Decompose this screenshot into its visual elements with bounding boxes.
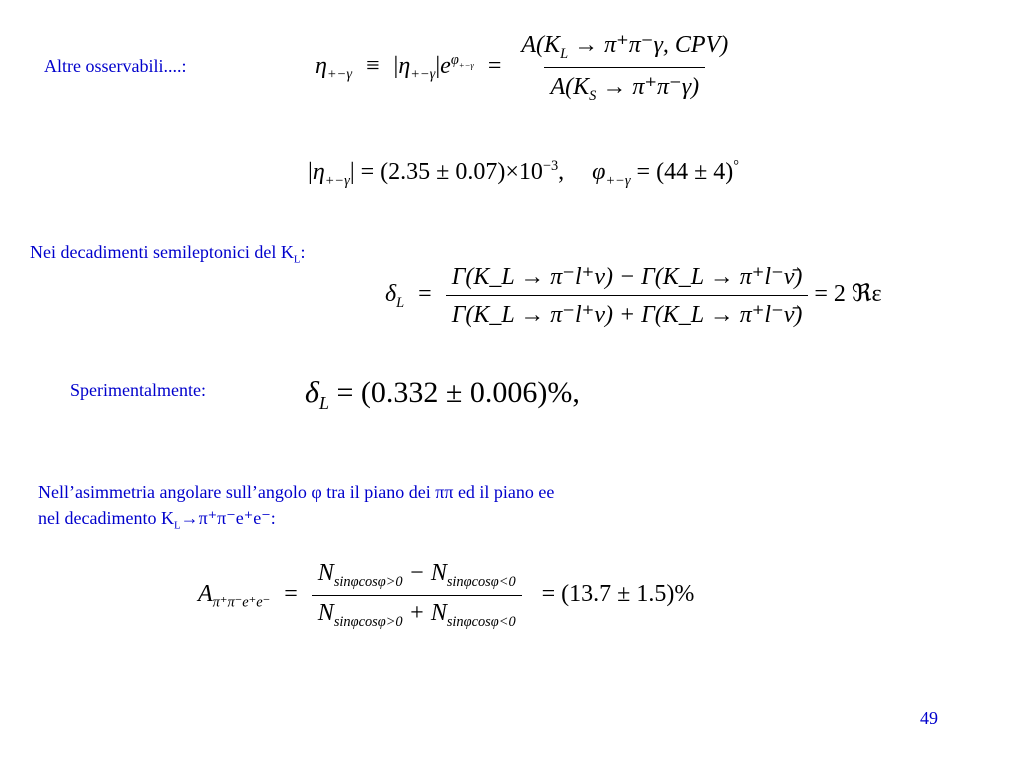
asym-den-n1: N (317, 599, 334, 626)
eta-abs-subscript: +−γ (410, 66, 436, 83)
phi-superscript: φ (450, 51, 459, 68)
delta-denominator: Γ(K_L → π⁻l⁺ν) + Γ(K_L → π⁺l⁻ν̄) (446, 295, 809, 329)
delta-exp-subscript: L (318, 393, 329, 413)
label-altre-osservabili (44, 56, 186, 77)
asym-num-sub1: sinφcosφ>0 (333, 573, 403, 590)
asym-ratio (312, 560, 522, 631)
equation-asymmetry: $A_{\pi^+\pi^-e^+e^-}$ = $\frac{N_{sin\varphi cos\varphi>0} - N_{sin\varphi cos\varphi<0}}{N_{sin\varphi cos\varphi>0} + N_{sin\varphi cos\varphi<0}}$ = (13.7 ± 1.5)% (198, 560, 695, 630)
eta-val-symbol: η (312, 159, 325, 185)
delta-exp-value: = (0.332 ± 0.006)%, (336, 376, 580, 409)
asym-num-n1: N (317, 560, 334, 586)
eta-val-subscript: +−γ (324, 172, 350, 189)
den-ks-sub: S (589, 87, 597, 104)
label-nei-sub: L (293, 253, 301, 266)
label-asym-prefix: nel decadimento K (38, 508, 174, 528)
label-asym-line1: Nell’asimmetria angolare sull’angolo φ tra il piano dei ππ ed il piano ee (38, 482, 555, 502)
eta-subscript: +−γ (326, 66, 352, 83)
amplitude-numerator (515, 30, 734, 67)
degree-sign: ° (733, 158, 740, 174)
label-asymmetry (38, 479, 554, 539)
label-nei-suffix: : (300, 242, 306, 262)
amplitude-ratio (515, 30, 734, 105)
delta-subscript: L (396, 294, 405, 311)
asym-symbol: A (198, 580, 213, 607)
phi-value: = (44 ± 4) (636, 159, 734, 185)
asym-rhs: = (13.7 ± 1.5)% (541, 580, 695, 607)
den-rest: → π⁺π⁻γ) (602, 73, 700, 100)
asym-den-sub1: sinφcosφ>0 (333, 613, 403, 630)
asym-num-sub2: sinφcosφ<0 (446, 573, 516, 590)
eta-exponent: −3 (542, 158, 559, 174)
asym-den-n2: + N (408, 599, 447, 626)
asym-numerator (312, 560, 522, 595)
label-semileptonic (30, 242, 306, 266)
delta-symbol: δ (385, 281, 397, 308)
delta-exp-symbol: δ (305, 376, 319, 409)
num-amp: A(K (521, 32, 561, 58)
equation-eta-definition: $\eta_{+-\gamma} \equiv |\eta_{+-\gamma}|e^{\varphi_{+-\gamma}}$ = $\frac{A(K_L \to \pi^+\pi^-\gamma, CPV)}{A(K_S \to \pi^+\pi^-\gamma)}$ (315, 30, 734, 105)
equation-delta-definition: $\delta_L$ = $\frac{\Gamma(K\_L \to \pi^-l^+\nu) - \Gamma(K\_L \to \pi^+l^-\nū)}{\Gamma(K\_L \to \pi^-l^+\nu) + \Gamma(K\_L \to \pi^+l^-\nū)}$ = 2 ℜε (385, 264, 882, 328)
label-asym-suffix: →π⁺π⁻e⁺e⁻: (180, 508, 276, 528)
den-amp: A(K (550, 73, 590, 100)
asym-num-n2: − N (408, 560, 447, 586)
equation-delta-experimental (305, 376, 580, 414)
asym-subscript: π⁺π⁻e⁺e⁻ (212, 594, 271, 611)
label-asym-line2 (38, 505, 554, 539)
equiv-sign: ≡ (366, 52, 380, 79)
page-number: 49 (920, 708, 938, 728)
equation-eta-value: $|\eta_{+-\gamma}| = (2.35 \pm 0.07)\times 10^{-3}$, $\varphi_{+-\gamma} = (44 \pm 4)^\circ$ (308, 158, 740, 189)
label-sperim-text: Sperimentalmente: (70, 380, 206, 400)
num-rest: → π⁺π⁻γ, CPV) (574, 32, 729, 58)
label-sperimentalmente (70, 380, 206, 401)
label-nei-text: Nei decadimenti semileptonici del K (30, 242, 294, 262)
phi-symbol: φ (592, 159, 606, 185)
exp-e: e (440, 52, 451, 79)
amplitude-denominator (544, 67, 705, 105)
phi-sup-subscript: +−γ (458, 59, 474, 70)
phi-subscript: +−γ (605, 172, 631, 189)
eta-symbol: η (315, 52, 327, 79)
eta-abs-symbol: η (398, 52, 411, 79)
asym-den-sub2: sinφcosφ<0 (446, 613, 516, 630)
label-altre-text: Altre osservabili....: (44, 56, 187, 76)
eta-value: = (2.35 ± 0.07)×10 (360, 159, 543, 185)
asym-denominator (312, 595, 522, 631)
delta-ratio (446, 262, 809, 329)
num-kl-sub: L (560, 45, 569, 62)
delta-rhs: = 2 ℜε (814, 281, 882, 308)
label-asym-sub: L (173, 519, 181, 532)
delta-numerator: Γ(K_L → π⁻l⁺ν) − Γ(K_L → π⁺l⁻ν̄) (451, 264, 803, 290)
